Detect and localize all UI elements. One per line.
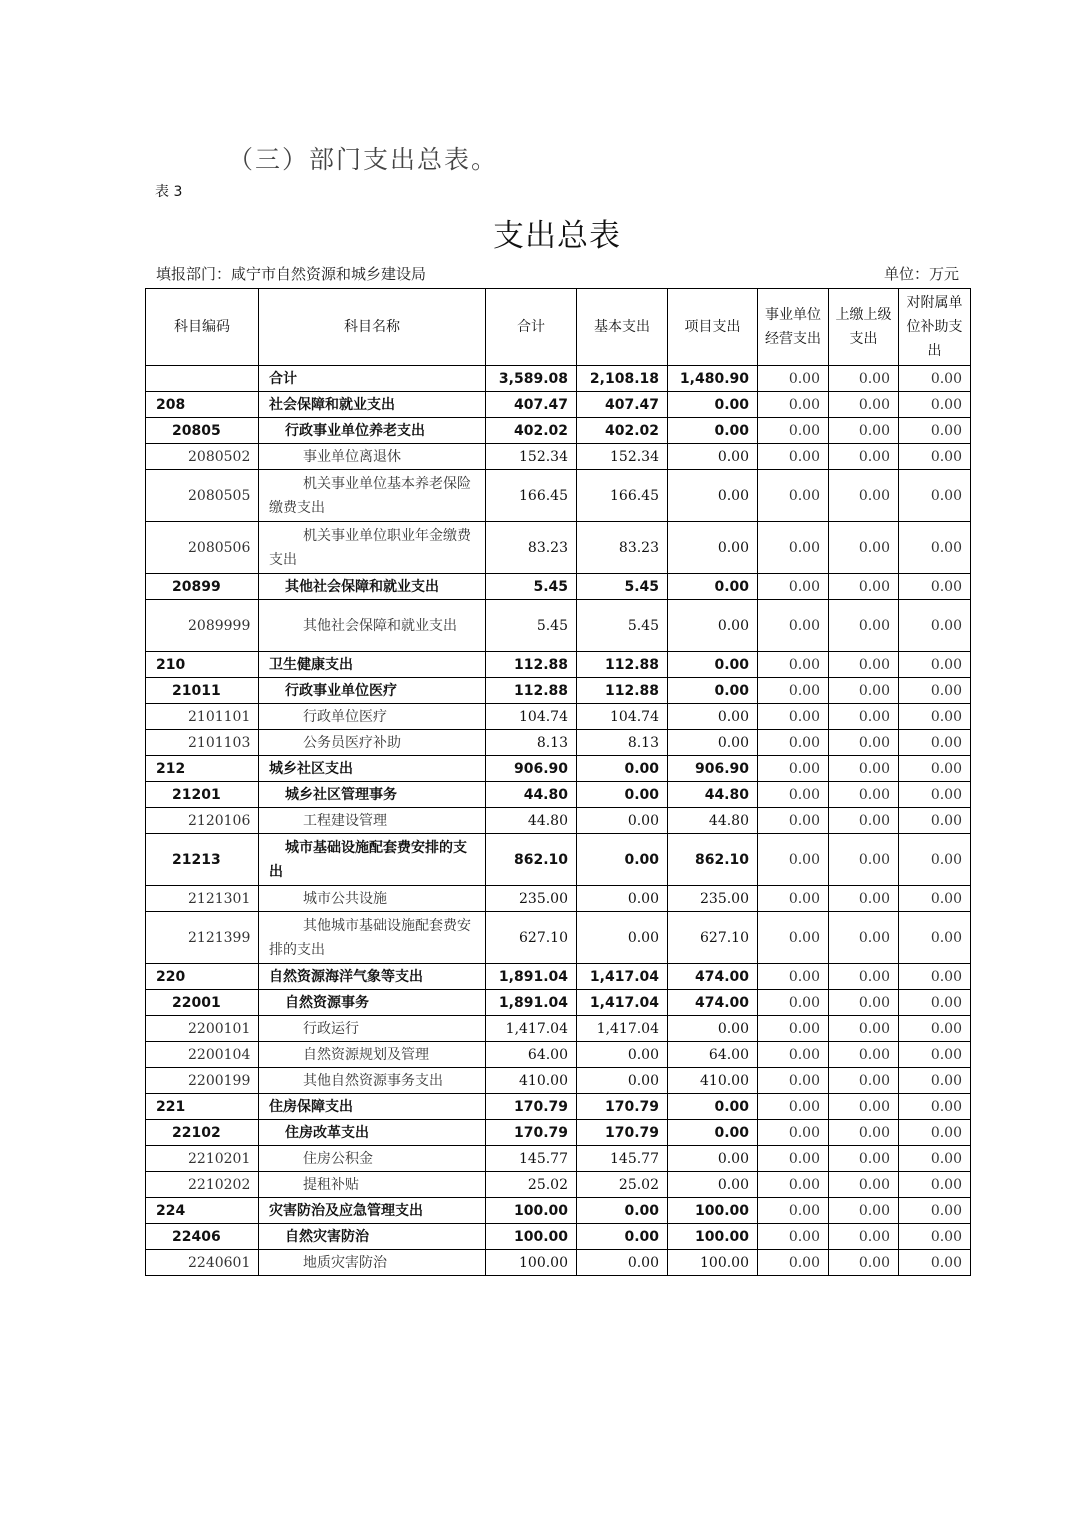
row-project: 1,480.90	[668, 366, 758, 392]
row-total: 402.02	[486, 418, 577, 444]
row-remit: 0.00	[829, 834, 899, 886]
row-total: 100.00	[486, 1198, 577, 1224]
row-subsidy: 0.00	[899, 990, 971, 1016]
row-remit: 0.00	[829, 1224, 899, 1250]
row-code: 2120106	[146, 808, 259, 834]
table-row	[146, 1224, 971, 1250]
row-project: 0.00	[668, 444, 758, 470]
row-business: 0.00	[758, 1146, 829, 1172]
row-basic: 112.88	[577, 652, 668, 678]
row-subsidy: 0.00	[899, 1042, 971, 1068]
row-subsidy: 0.00	[899, 834, 971, 886]
row-remit: 0.00	[829, 912, 899, 964]
row-project: 0.00	[668, 1094, 758, 1120]
row-name: 城市基础设施配套费安排的支出	[259, 834, 486, 886]
row-project: 0.00	[668, 1172, 758, 1198]
row-total: 83.23	[486, 522, 577, 574]
row-remit: 0.00	[829, 1094, 899, 1120]
row-subsidy: 0.00	[899, 522, 971, 574]
row-subsidy: 0.00	[899, 886, 971, 912]
row-project: 100.00	[668, 1198, 758, 1224]
row-basic: 1,417.04	[577, 990, 668, 1016]
row-remit: 0.00	[829, 444, 899, 470]
row-basic: 0.00	[577, 1224, 668, 1250]
row-code: 22001	[146, 990, 259, 1016]
row-code: 220	[146, 964, 259, 990]
row-remit: 0.00	[829, 1198, 899, 1224]
row-basic: 0.00	[577, 912, 668, 964]
row-business: 0.00	[758, 1198, 829, 1224]
row-subsidy: 0.00	[899, 1250, 971, 1276]
row-business: 0.00	[758, 678, 829, 704]
row-business: 0.00	[758, 1250, 829, 1276]
row-business: 0.00	[758, 1094, 829, 1120]
row-business: 0.00	[758, 600, 829, 652]
header-remit: 上缴上级支出	[829, 289, 899, 366]
row-remit: 0.00	[829, 1250, 899, 1276]
table-row	[146, 444, 971, 470]
row-business: 0.00	[758, 964, 829, 990]
row-business: 0.00	[758, 808, 829, 834]
row-business: 0.00	[758, 912, 829, 964]
table-row	[146, 1198, 971, 1224]
row-business: 0.00	[758, 1172, 829, 1198]
row-code: 2210202	[146, 1172, 259, 1198]
row-code: 21213	[146, 834, 259, 886]
row-basic: 166.45	[577, 470, 668, 522]
row-total: 5.45	[486, 600, 577, 652]
row-code: 2121301	[146, 886, 259, 912]
row-project: 0.00	[668, 574, 758, 600]
row-code: 21011	[146, 678, 259, 704]
row-remit: 0.00	[829, 522, 899, 574]
table-row	[146, 1016, 971, 1042]
row-code: 2101103	[146, 730, 259, 756]
row-name: 其他城市基础设施配套费安排的支出	[259, 912, 486, 964]
row-remit: 0.00	[829, 418, 899, 444]
row-remit: 0.00	[829, 392, 899, 418]
row-total: 5.45	[486, 574, 577, 600]
row-code: 2101101	[146, 704, 259, 730]
row-business: 0.00	[758, 1068, 829, 1094]
row-total: 100.00	[486, 1250, 577, 1276]
row-total: 25.02	[486, 1172, 577, 1198]
row-total: 1,417.04	[486, 1016, 577, 1042]
row-subsidy: 0.00	[899, 808, 971, 834]
row-remit: 0.00	[829, 782, 899, 808]
row-code: 212	[146, 756, 259, 782]
row-code: 2240601	[146, 1250, 259, 1276]
row-name: 城乡社区支出	[259, 756, 486, 782]
row-total: 44.80	[486, 808, 577, 834]
table-row	[146, 1094, 971, 1120]
row-subsidy: 0.00	[899, 1146, 971, 1172]
table-row	[146, 1120, 971, 1146]
row-remit: 0.00	[829, 1042, 899, 1068]
row-code	[146, 366, 259, 392]
row-remit: 0.00	[829, 808, 899, 834]
table-row	[146, 418, 971, 444]
row-subsidy: 0.00	[899, 444, 971, 470]
row-name: 公务员医疗补助	[259, 730, 486, 756]
row-project: 44.80	[668, 808, 758, 834]
table-label: 表 3	[155, 184, 183, 200]
row-name: 工程建设管理	[259, 808, 486, 834]
row-name: 机关事业单位基本养老保险缴费支出	[259, 470, 486, 522]
row-total: 112.88	[486, 678, 577, 704]
row-total: 862.10	[486, 834, 577, 886]
header-total: 合计	[486, 289, 577, 366]
row-basic: 104.74	[577, 704, 668, 730]
row-business: 0.00	[758, 704, 829, 730]
header-subsidy: 对附属单位补助支出	[899, 289, 971, 366]
row-basic: 0.00	[577, 834, 668, 886]
row-code: 22406	[146, 1224, 259, 1250]
table-row	[146, 782, 971, 808]
row-name: 合计	[259, 366, 486, 392]
table-row	[146, 522, 971, 574]
row-business: 0.00	[758, 418, 829, 444]
row-name: 社会保障和就业支出	[259, 392, 486, 418]
row-code: 20805	[146, 418, 259, 444]
row-business: 0.00	[758, 652, 829, 678]
row-subsidy: 0.00	[899, 1224, 971, 1250]
row-name: 地质灾害防治	[259, 1250, 486, 1276]
row-business: 0.00	[758, 522, 829, 574]
row-total: 906.90	[486, 756, 577, 782]
row-remit: 0.00	[829, 1068, 899, 1094]
header-code: 科目编码	[146, 289, 259, 366]
table-row	[146, 964, 971, 990]
row-basic: 83.23	[577, 522, 668, 574]
row-project: 0.00	[668, 1146, 758, 1172]
row-name: 行政事业单位医疗	[259, 678, 486, 704]
row-basic: 0.00	[577, 782, 668, 808]
table-row	[146, 392, 971, 418]
row-business: 0.00	[758, 990, 829, 1016]
row-project: 0.00	[668, 678, 758, 704]
table-row	[146, 1042, 971, 1068]
row-basic: 152.34	[577, 444, 668, 470]
row-business: 0.00	[758, 834, 829, 886]
row-project: 0.00	[668, 730, 758, 756]
row-business: 0.00	[758, 392, 829, 418]
row-business: 0.00	[758, 1120, 829, 1146]
row-remit: 0.00	[829, 678, 899, 704]
table-row	[146, 1146, 971, 1172]
row-code: 21201	[146, 782, 259, 808]
row-name: 行政事业单位养老支出	[259, 418, 486, 444]
row-name: 自然资源事务	[259, 990, 486, 1016]
row-project: 0.00	[668, 392, 758, 418]
table-row	[146, 600, 971, 652]
row-total: 170.79	[486, 1120, 577, 1146]
row-total: 152.34	[486, 444, 577, 470]
row-code: 224	[146, 1198, 259, 1224]
table-row	[146, 678, 971, 704]
table-row	[146, 1172, 971, 1198]
row-name: 行政运行	[259, 1016, 486, 1042]
table-row	[146, 756, 971, 782]
row-project: 44.80	[668, 782, 758, 808]
row-remit: 0.00	[829, 574, 899, 600]
row-basic: 0.00	[577, 886, 668, 912]
row-code: 22102	[146, 1120, 259, 1146]
row-basic: 5.45	[577, 600, 668, 652]
row-subsidy: 0.00	[899, 1198, 971, 1224]
table-row	[146, 704, 971, 730]
row-remit: 0.00	[829, 1120, 899, 1146]
row-project: 64.00	[668, 1042, 758, 1068]
row-total: 170.79	[486, 1094, 577, 1120]
row-basic: 170.79	[577, 1120, 668, 1146]
row-subsidy: 0.00	[899, 912, 971, 964]
row-total: 8.13	[486, 730, 577, 756]
row-project: 0.00	[668, 704, 758, 730]
row-basic: 8.13	[577, 730, 668, 756]
table-row	[146, 808, 971, 834]
row-subsidy: 0.00	[899, 782, 971, 808]
row-business: 0.00	[758, 756, 829, 782]
row-total: 235.00	[486, 886, 577, 912]
table-row	[146, 886, 971, 912]
row-code: 2200104	[146, 1042, 259, 1068]
row-basic: 0.00	[577, 808, 668, 834]
row-subsidy: 0.00	[899, 704, 971, 730]
row-basic: 5.45	[577, 574, 668, 600]
row-name: 住房公积金	[259, 1146, 486, 1172]
row-business: 0.00	[758, 574, 829, 600]
row-subsidy: 0.00	[899, 730, 971, 756]
row-project: 0.00	[668, 1016, 758, 1042]
row-basic: 25.02	[577, 1172, 668, 1198]
row-remit: 0.00	[829, 730, 899, 756]
row-total: 104.74	[486, 704, 577, 730]
header-basic: 基本支出	[577, 289, 668, 366]
row-basic: 0.00	[577, 1198, 668, 1224]
expenditure-table	[145, 288, 971, 1276]
row-basic: 0.00	[577, 1250, 668, 1276]
row-code: 2080502	[146, 444, 259, 470]
row-basic: 402.02	[577, 418, 668, 444]
unit-label: 单位：万元	[883, 265, 959, 283]
row-remit: 0.00	[829, 756, 899, 782]
row-basic: 170.79	[577, 1094, 668, 1120]
row-total: 1,891.04	[486, 964, 577, 990]
row-basic: 1,417.04	[577, 964, 668, 990]
row-remit: 0.00	[829, 1146, 899, 1172]
row-business: 0.00	[758, 470, 829, 522]
row-project: 235.00	[668, 886, 758, 912]
row-business: 0.00	[758, 730, 829, 756]
row-name: 事业单位离退休	[259, 444, 486, 470]
row-basic: 2,108.18	[577, 366, 668, 392]
row-project: 627.10	[668, 912, 758, 964]
row-project: 862.10	[668, 834, 758, 886]
row-subsidy: 0.00	[899, 964, 971, 990]
row-name: 住房保障支出	[259, 1094, 486, 1120]
row-project: 0.00	[668, 418, 758, 444]
row-code: 20899	[146, 574, 259, 600]
row-remit: 0.00	[829, 600, 899, 652]
row-total: 1,891.04	[486, 990, 577, 1016]
row-name: 自然灾害防治	[259, 1224, 486, 1250]
header-name: 科目名称	[259, 289, 486, 366]
row-subsidy: 0.00	[899, 600, 971, 652]
row-total: 410.00	[486, 1068, 577, 1094]
row-basic: 0.00	[577, 756, 668, 782]
row-total: 407.47	[486, 392, 577, 418]
row-basic: 0.00	[577, 1068, 668, 1094]
row-code: 2210201	[146, 1146, 259, 1172]
table-row	[146, 366, 971, 392]
row-remit: 0.00	[829, 470, 899, 522]
row-subsidy: 0.00	[899, 418, 971, 444]
row-basic: 407.47	[577, 392, 668, 418]
row-code: 2200101	[146, 1016, 259, 1042]
row-subsidy: 0.00	[899, 1016, 971, 1042]
row-business: 0.00	[758, 1016, 829, 1042]
row-subsidy: 0.00	[899, 652, 971, 678]
row-basic: 0.00	[577, 1042, 668, 1068]
row-name: 住房改革支出	[259, 1120, 486, 1146]
page-title: 支出总表	[493, 218, 621, 254]
row-subsidy: 0.00	[899, 1068, 971, 1094]
table-body	[146, 366, 971, 1276]
row-business: 0.00	[758, 1042, 829, 1068]
row-project: 474.00	[668, 990, 758, 1016]
header-row	[146, 289, 971, 366]
row-subsidy: 0.00	[899, 470, 971, 522]
row-remit: 0.00	[829, 652, 899, 678]
row-total: 64.00	[486, 1042, 577, 1068]
row-business: 0.00	[758, 782, 829, 808]
row-name: 城市公共设施	[259, 886, 486, 912]
row-total: 166.45	[486, 470, 577, 522]
row-total: 145.77	[486, 1146, 577, 1172]
row-project: 100.00	[668, 1250, 758, 1276]
row-code: 2080506	[146, 522, 259, 574]
row-code: 221	[146, 1094, 259, 1120]
row-name: 城乡社区管理事务	[259, 782, 486, 808]
row-name: 提租补贴	[259, 1172, 486, 1198]
row-project: 0.00	[668, 1120, 758, 1146]
row-total: 3,589.08	[486, 366, 577, 392]
row-remit: 0.00	[829, 1172, 899, 1198]
row-business: 0.00	[758, 1224, 829, 1250]
row-remit: 0.00	[829, 1016, 899, 1042]
header-project: 项目支出	[668, 289, 758, 366]
row-code: 2089999	[146, 600, 259, 652]
row-name: 其他自然资源事务支出	[259, 1068, 486, 1094]
table-row	[146, 990, 971, 1016]
table-row	[146, 730, 971, 756]
table-row	[146, 574, 971, 600]
row-code: 2200199	[146, 1068, 259, 1094]
reporting-department: 填报部门：咸宁市自然资源和城乡建设局	[156, 265, 427, 283]
row-subsidy: 0.00	[899, 574, 971, 600]
row-basic: 145.77	[577, 1146, 668, 1172]
table-row	[146, 1250, 971, 1276]
table-row	[146, 652, 971, 678]
row-subsidy: 0.00	[899, 366, 971, 392]
row-code: 2121399	[146, 912, 259, 964]
table-row	[146, 912, 971, 964]
row-name: 自然资源海洋气象等支出	[259, 964, 486, 990]
section-heading: （三）部门支出总表。	[228, 145, 499, 174]
row-business: 0.00	[758, 886, 829, 912]
row-subsidy: 0.00	[899, 756, 971, 782]
row-total: 44.80	[486, 782, 577, 808]
row-code: 208	[146, 392, 259, 418]
row-subsidy: 0.00	[899, 678, 971, 704]
row-code: 210	[146, 652, 259, 678]
row-subsidy: 0.00	[899, 1172, 971, 1198]
row-project: 410.00	[668, 1068, 758, 1094]
row-remit: 0.00	[829, 964, 899, 990]
row-project: 100.00	[668, 1224, 758, 1250]
row-business: 0.00	[758, 366, 829, 392]
row-business: 0.00	[758, 444, 829, 470]
row-subsidy: 0.00	[899, 1120, 971, 1146]
row-total: 627.10	[486, 912, 577, 964]
row-basic: 112.88	[577, 678, 668, 704]
row-total: 112.88	[486, 652, 577, 678]
header-business: 事业单位经营支出	[758, 289, 829, 366]
row-project: 0.00	[668, 652, 758, 678]
table-row	[146, 470, 971, 522]
row-total: 100.00	[486, 1224, 577, 1250]
row-name: 行政单位医疗	[259, 704, 486, 730]
row-project: 0.00	[668, 600, 758, 652]
row-remit: 0.00	[829, 704, 899, 730]
table-row	[146, 834, 971, 886]
row-code: 2080505	[146, 470, 259, 522]
row-remit: 0.00	[829, 366, 899, 392]
row-project: 0.00	[668, 470, 758, 522]
row-name: 卫生健康支出	[259, 652, 486, 678]
row-name: 自然资源规划及管理	[259, 1042, 486, 1068]
row-project: 474.00	[668, 964, 758, 990]
row-name: 灾害防治及应急管理支出	[259, 1198, 486, 1224]
row-basic: 1,417.04	[577, 1016, 668, 1042]
row-remit: 0.00	[829, 886, 899, 912]
row-project: 0.00	[668, 522, 758, 574]
table-row	[146, 1068, 971, 1094]
row-subsidy: 0.00	[899, 1094, 971, 1120]
row-subsidy: 0.00	[899, 392, 971, 418]
row-name: 其他社会保障和就业支出	[259, 600, 486, 652]
row-name: 其他社会保障和就业支出	[259, 574, 486, 600]
row-project: 906.90	[668, 756, 758, 782]
row-remit: 0.00	[829, 990, 899, 1016]
row-name: 机关事业单位职业年金缴费支出	[259, 522, 486, 574]
